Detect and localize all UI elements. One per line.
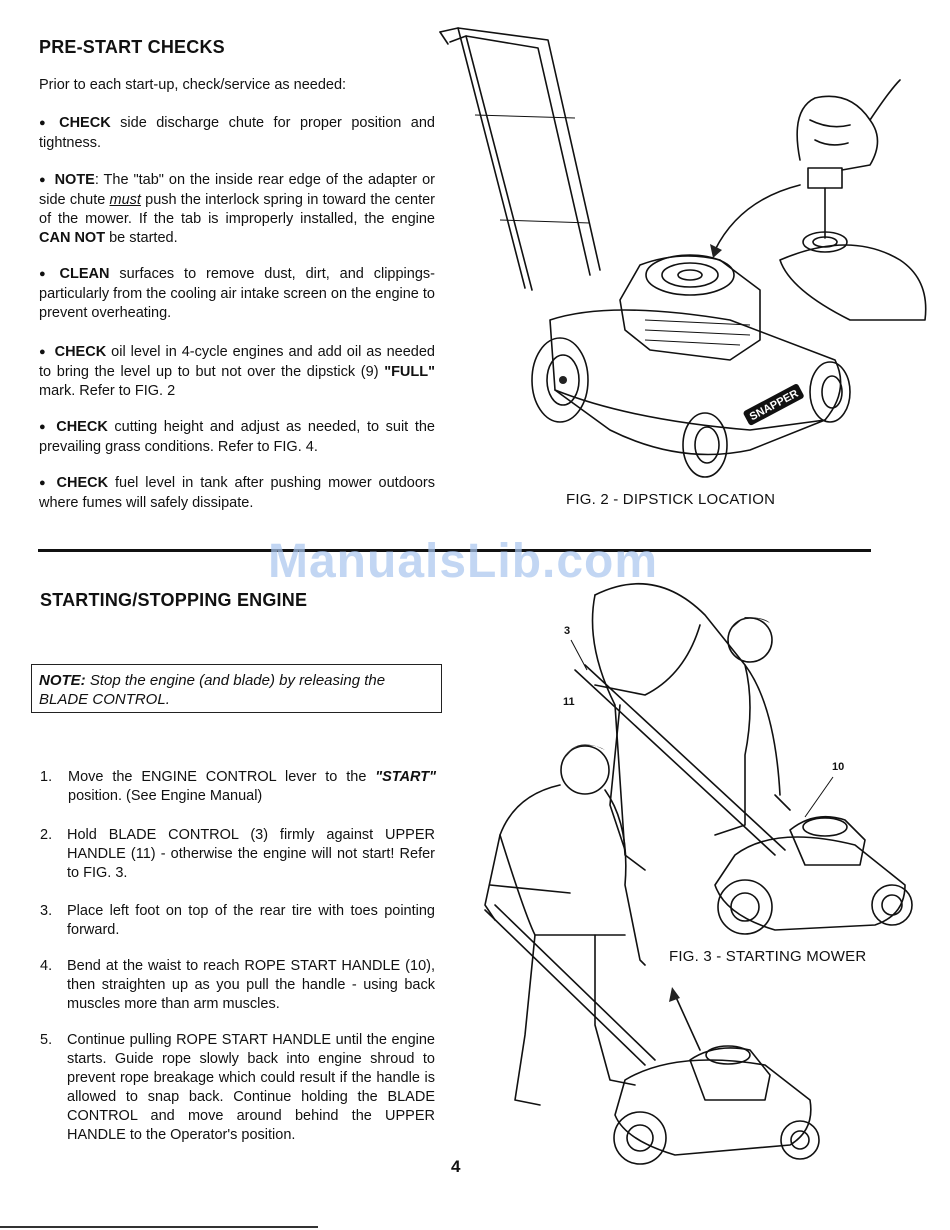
note-box (31, 664, 442, 713)
note-label: NOTE: (39, 672, 86, 689)
step-number: 2. (40, 827, 53, 843)
fig2-caption: FIG. 2 - DIPSTICK LOCATION (566, 491, 776, 508)
page-number: 4 (451, 1157, 461, 1176)
bullet-text: : The "tab" on the inside rear edge of the adapter or side chute (39, 172, 435, 208)
bullet-text: push the interlock spring in toward the center of the mower. If the tab is improperly installed, the engine (39, 192, 436, 227)
bullet-text: mark. Refer to FIG. 2 (39, 383, 176, 399)
fig3-starting-illustration (445, 555, 920, 1180)
bullet-text: be started. (105, 230, 178, 246)
fig3-caption: FIG. 3 - STARTING MOWER (669, 948, 867, 965)
bullet-text: surfaces to remove dust, dirt, and clippings-particularly from the cooling air intake screen on the engine to prevent overheating. (39, 266, 435, 321)
bullet-clean-surfaces (39, 265, 435, 323)
brand-plate-text: SNAPPER (747, 387, 801, 424)
bullet-text: oil level in 4-cycle engines and add oil as needed to bring the level up to but not over the dipstick (9) (39, 344, 435, 380)
callout-label-3: 3 (564, 625, 571, 637)
bullet-check-chute (39, 114, 435, 153)
bullet-keyword: NOTE (54, 172, 95, 188)
step-number: 1. (40, 769, 53, 785)
bullet-keyword: CHECK (56, 419, 108, 435)
step-text (68, 768, 436, 806)
step-text-part: position. (See Engine Manual) (68, 788, 263, 804)
step-number: 3. (40, 903, 53, 919)
bullet-keyword: CHECK (59, 115, 111, 131)
watermark-text: ManualsLib.com (268, 535, 659, 588)
steps-list (40, 768, 476, 1168)
bullet-keyword: CHECK (56, 475, 109, 491)
bullet-text: cutting height and adjust as needed, to suit the prevailing grass conditions. Refer to FIG. 4. (39, 419, 435, 455)
bullet-note-tab (39, 171, 435, 248)
scan-edge-line (0, 1226, 318, 1228)
step-number: 5. (40, 1032, 53, 1048)
bullet-keyword: CAN NOT (39, 230, 106, 246)
callout-label-10: 10 (832, 761, 845, 773)
step-number: 4. (40, 958, 53, 974)
bullet-text: side discharge chute for proper position and tightness. (39, 115, 435, 151)
bullet-check-fuel (39, 474, 435, 513)
bullet-keyword: CHECK (54, 344, 107, 360)
step-text: Continue pulling ROPE START HANDLE until the engine starts. Guide rope slowly back into engine shroud to prevent rope breakage which could result if the handle is allowed to snap back. Continue holding the BLADE CONTROL and move around behind the UPPER HANDLE to the Operator's position. (67, 1032, 435, 1143)
step-text: Place left foot on top of the rear tire with toes pointing forward. (67, 903, 435, 938)
bullet-keyword: CLEAN (59, 266, 110, 282)
emphasis-must: must (109, 192, 141, 208)
section-heading-starting: STARTING/STOPPING ENGINE (40, 590, 308, 610)
section-heading-pre-start: PRE-START CHECKS (39, 37, 225, 57)
note-text: Stop the engine (and blade) by releasing the BLADE CONTROL. (39, 672, 386, 708)
bullet-check-height (39, 418, 435, 457)
bullet-keyword: "FULL" (384, 364, 435, 380)
bullet-text: fuel level in tank after pushing mower outdoors where fumes will safely dissipate. (39, 475, 435, 511)
step-text: Hold BLADE CONTROL (3) firmly against UPPER HANDLE (11) - otherwise the engine will not start! Refer to FIG. 3. (67, 827, 435, 881)
bullet-check-oil (39, 343, 435, 401)
pre-start-intro: Prior to each start-up, check/service as needed: (39, 77, 347, 93)
fig2-dipstick-illustration (430, 20, 930, 490)
step-text-part: Move the ENGINE CONTROL lever to the (68, 769, 376, 785)
callout-label-11: 11 (563, 696, 575, 708)
step-emphasis: "START" (375, 769, 436, 785)
step-text: Bend at the waist to reach ROPE START HANDLE (10), then straighten up as you pull the handle - using back muscles more than arm muscles. (67, 958, 435, 1012)
